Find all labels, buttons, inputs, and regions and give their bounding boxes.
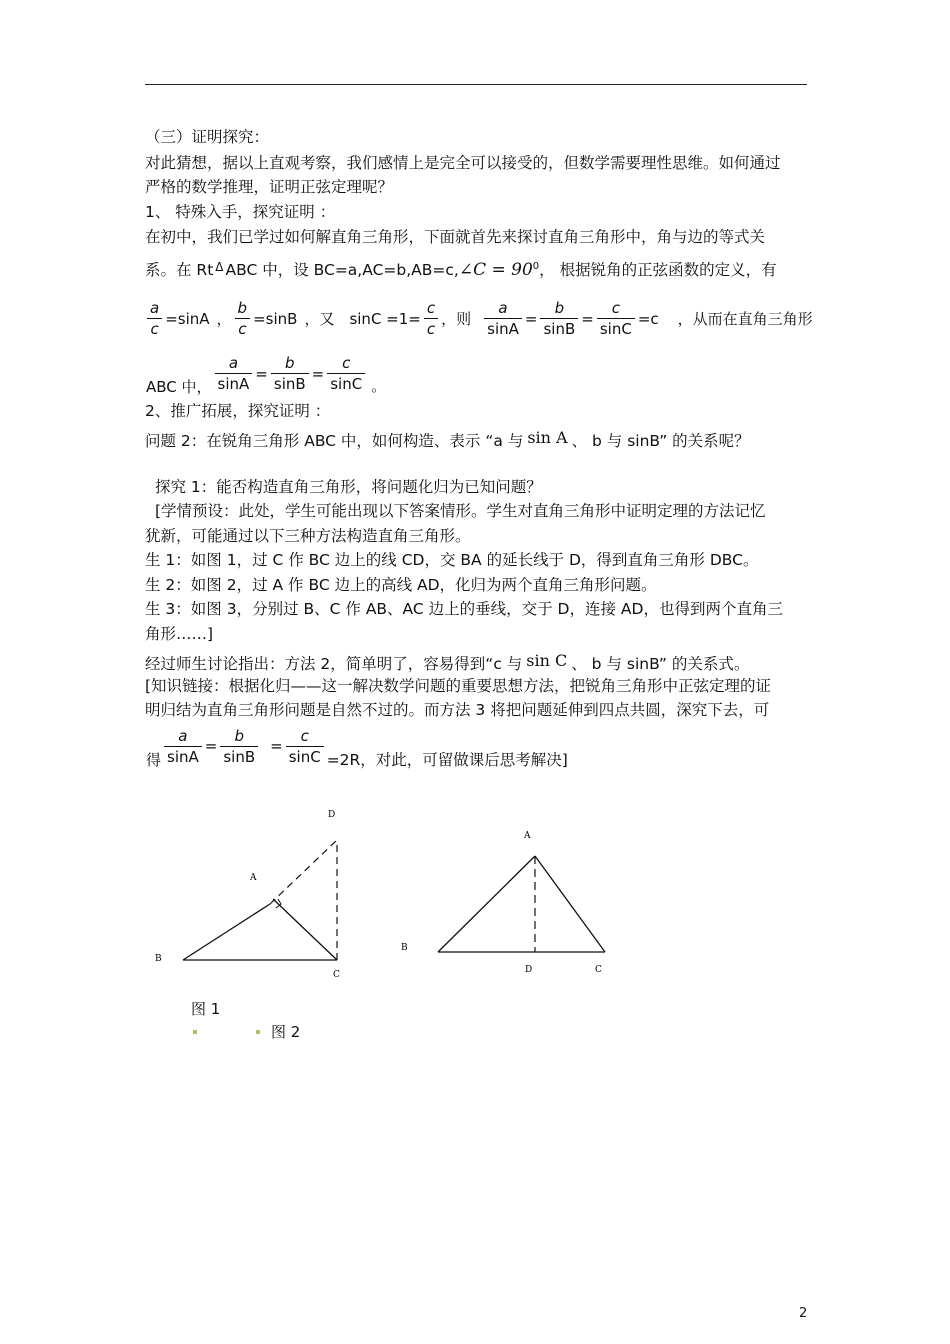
fig2-label-B: B: [401, 943, 408, 953]
fraction-b-over-sinB-3: $\frac{b}{\sin B}$: [220, 726, 258, 767]
fraction-c-over-sinC: $\frac{c}{\sin C}$: [597, 298, 635, 339]
sinA-inline: sin A: [527, 428, 568, 447]
sinC-inline: sin C: [526, 651, 568, 670]
step2-title: 2、推广拓展，探究证明 ：: [145, 402, 331, 420]
step1-paragraph-1: 在初中，我们已学过如何解直角三角形，下面就首先来探讨直角三角形中，角与边的等式关: [145, 228, 766, 246]
fraction-b-over-sinB: $\frac{b}{\sin B}$: [540, 298, 578, 339]
fraction-c-over-sinC-2: $\frac{c}{\sin C}$: [327, 353, 365, 394]
decorative-dot: [256, 1030, 260, 1034]
fig2-label-A: A: [524, 831, 531, 841]
equation-row-2: ABC 中， $\frac{a}{\sin A}$ = $\frac{b}{\sin B}$ = $\frac{c}{\sin C}$ 。: [146, 354, 387, 396]
fraction-c-over-sinC-3: $\frac{c}{\sin C}$: [286, 726, 324, 767]
fraction-a-over-c: $\frac{a}{c}$: [147, 298, 162, 339]
step1-paragraph-2: 系。在 Rt $^\Delta$ ABC 中，设 BC=a,AC=b,AB=c,∠C = $90^0$， 根据锐角的正弦函数的定义，有: [145, 260, 777, 281]
preset-line-2: 犹新，可能通过以下三种方法构造直角三角形。: [145, 527, 471, 545]
fig1-extension-AD: [270, 840, 337, 904]
fraction-b-over-sinB-2: $\frac{b}{\sin B}$: [271, 353, 309, 394]
figure-1-caption: 图 1: [191, 1000, 221, 1018]
preset-line-1: [学情预设：此处，学生可能出现以下答案情形。学生对直角三角形中证明定理的方法记忆: [155, 502, 766, 520]
fraction-a-over-sinA: $\frac{a}{\sin A}$: [484, 298, 522, 339]
fraction-a-over-sinA-2: $\frac{a}{\sin A}$: [215, 353, 253, 394]
fig1-label-B: B: [155, 954, 162, 964]
student-3-line-2: 角形……]: [145, 625, 214, 643]
fraction-a-over-sinA-3: $\frac{a}{\sin A}$: [164, 726, 202, 767]
fig2-segment-AB: [438, 856, 535, 952]
delta-symbol: Δ: [215, 260, 224, 275]
figure-1-diagram: [145, 800, 365, 990]
explore-1: 探究 1：能否构造直角三角形，将问题化归为已知问题？: [155, 478, 542, 496]
equation-row-3: 得 $\frac{a}{\sin A}$ = $\frac{b}{\sin B}$ = $\frac{c}{\sin C}$ =2R，对此，可留做课后思考解决]: [146, 726, 568, 769]
right-angle-expression: ∠C = 90: [458, 260, 533, 281]
decorative-dot: [193, 1030, 197, 1034]
discussion: 经过师生讨论指出：方法 2，简单明了，容易得到“c 与 sin C 、 b 与 sinB” 的关系式。: [145, 651, 750, 673]
figure-2-diagram: [395, 820, 615, 980]
student-1: 生 1：如图 1，过 C 作 BC 边上的线 CD，交 BA 的延长线于 D，得到直角三角形 DBC。: [145, 551, 759, 569]
equation-row-1: $\frac{a}{c}$ =sinA ， $\frac{b}{c}$ =sinB ，又 sinC =1= $\frac{c}{c}$ ，则 $\frac{a}{\sin A}$ = $\frac{b}{\sin B}$ = $\frac{c}{\sin C}$ =c ，从而在直角三角形: [145, 298, 810, 339]
intro-line-1: 对此猜想，据以上直观考察，我们感情上是完全可以接受的，但数学需要理性思维。如何通过: [145, 154, 781, 172]
header-rule: [145, 84, 807, 85]
fig2-segment-AC: [535, 856, 605, 952]
student-3-line-1: 生 3：如图 3，分别过 B、C 作 AB、AC 边上的垂线，交于 D，连接 AD，也得到两个直角三: [145, 600, 783, 618]
section-heading: （三）证明探究：: [145, 128, 270, 146]
fig1-segment-BA: [183, 904, 270, 960]
student-2: 生 2：如图 2，过 A 作 BC 边上的高线 AD，化归为两个直角三角形问题。: [145, 576, 657, 594]
intro-line-2: 严格的数学推理，证明正弦定理呢？: [145, 178, 394, 196]
fig1-segment-AC: [273, 899, 337, 960]
fig2-label-C: C: [595, 965, 602, 975]
step1-title: 1、 特殊入手，探究证明 ：: [145, 203, 336, 221]
page-number: 2: [799, 1306, 808, 1321]
fig1-label-C: C: [333, 970, 340, 980]
fraction-c-over-c: $\frac{c}{c}$: [424, 298, 438, 339]
fig1-label-A: A: [250, 873, 257, 883]
fig1-label-D: D: [328, 810, 336, 820]
question-2: 问题 2：在锐角三角形 ABC 中，如何构造、表示 “a 与 sin A 、 b 与 sinB” 的关系呢？: [145, 428, 750, 450]
figure-2-caption: 图 2: [271, 1023, 301, 1041]
fig2-label-D: D: [525, 965, 533, 975]
fraction-b-over-c: $\frac{b}{c}$: [235, 298, 251, 339]
knowledge-link-2: 明归结为直角三角形问题是自然不过的。而方法 3 将把问题延伸到四点共圆，深究下去，可: [145, 701, 770, 719]
knowledge-link-1: [知识链接：根据化归——这一解决数学问题的重要思想方法，把锐角三角形中正弦定理的证: [145, 677, 772, 695]
